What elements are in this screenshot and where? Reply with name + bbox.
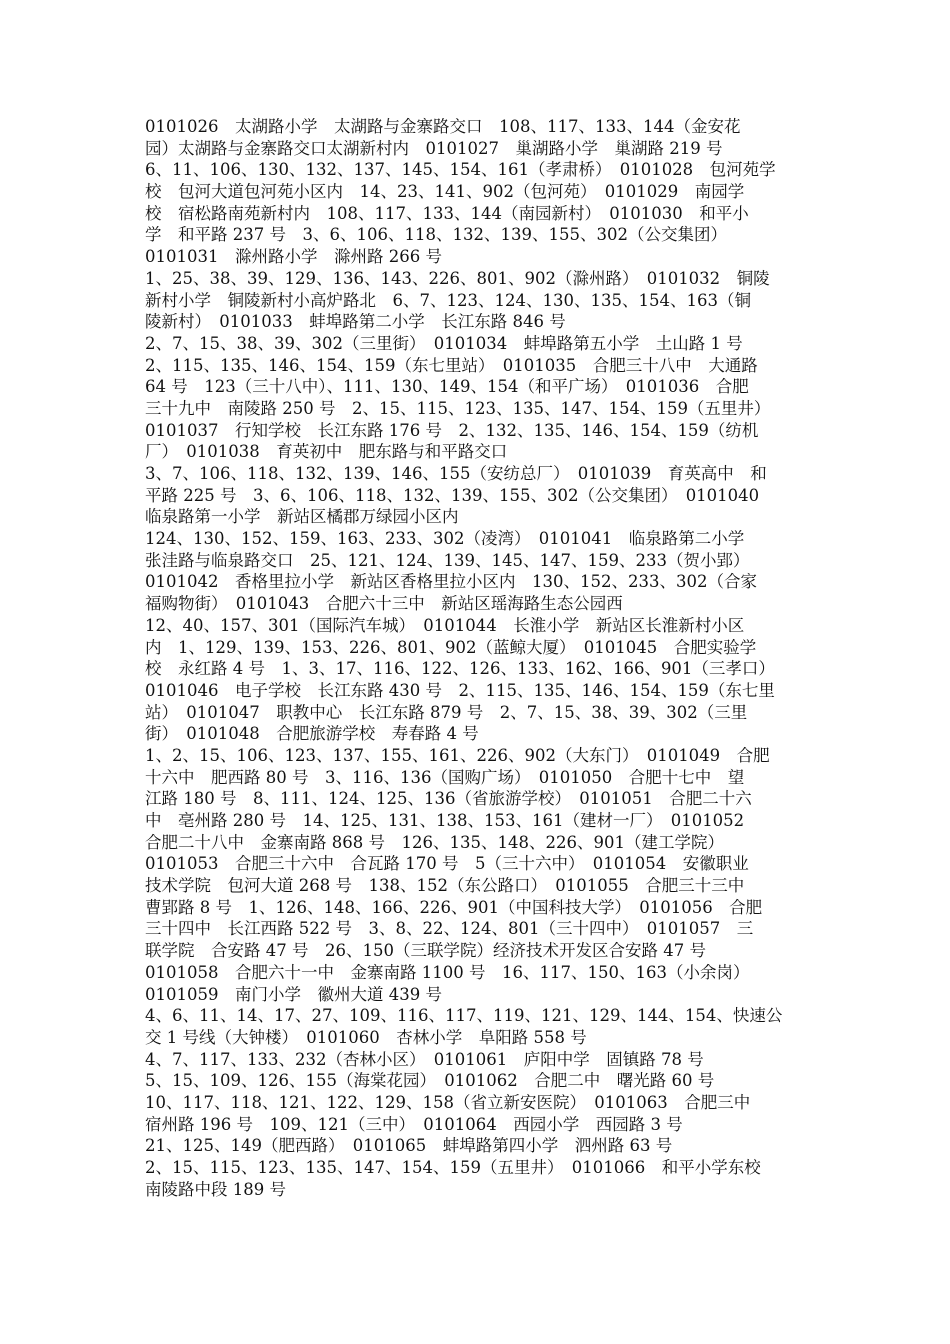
text-line: 厂） 0101038 育英初中 肥东路与和平路交口: [145, 442, 508, 462]
text-line: 1、25、38、39、129、136、143、226、801、902（滁州路） 0101032 铜陵: [145, 268, 770, 288]
text-line: 江路 180 号 8、111、124、125、136（省旅游学校） 0101051 合肥二十六: [145, 789, 752, 809]
text-line: 124、130、152、159、163、233、302（凌湾） 0101041 临泉路第二小学: [145, 529, 745, 549]
text-line: 合肥二十八中 金寨南路 868 号 126、135、148、226、901（建工学院）: [145, 832, 724, 852]
text-line: 0101037 行知学校 长江东路 176 号 2、132、135、146、154、159（纺机: [145, 420, 759, 440]
text-line: 校 宿松路南苑新村内 108、117、133、144（南园新村） 0101030 和平小: [145, 203, 749, 223]
text-line: 0101046 电子学校 长江东路 430 号 2、115、135、146、154、159（东七里: [145, 680, 775, 700]
text-line: 0101053 合肥三十六中 合瓦路 170 号 5（三十六中） 0101054 安徽职业: [145, 854, 749, 874]
text-line: 陵新村） 0101033 蚌埠路第二小学 长江东路 846 号: [145, 312, 566, 332]
text-line: 12、40、157、301（国际汽车城） 0101044 长淮小学 新站区长淮新村小区: [145, 615, 745, 635]
text-line: 南陵路中段 189 号: [145, 1179, 286, 1199]
text-line: 福购物街） 0101043 合肥六十三中 新站区瑶海路生态公园西: [145, 594, 623, 614]
text-line: 三十四中 长江西路 522 号 3、8、22、124、801（三十四中） 0101057 三: [145, 919, 754, 939]
text-line: 5、15、109、126、155（海棠花园） 0101062 合肥二中 曙光路 60 号: [145, 1071, 715, 1091]
text-line: 街） 0101048 合肥旅游学校 寿春路 4 号: [145, 724, 479, 744]
text-line: 联学院 合安路 47 号 26、150（三联学院）经济技术开发区合安路 47 号: [145, 941, 706, 961]
text-line: 临泉路第一小学 新站区橘郡万绿园小区内: [145, 507, 459, 527]
text-line: 内 1、129、139、153、226、801、902（蓝鲸大厦） 0101045 合肥实验学: [145, 637, 757, 657]
text-line: 学 和平路 237 号 3、6、106、118、132、139、155、302（公交集团）: [145, 225, 727, 245]
text-line: 2、7、15、38、39、302（三里街） 0101034 蚌埠路第五小学 土山路 1 号: [145, 333, 743, 353]
text-line: 0101031 滁州路小学 滁州路 266 号: [145, 247, 442, 267]
text-line: 6、11、106、130、132、137、145、154、161（孝肃桥） 0101028 包河苑学: [145, 160, 776, 180]
text-line: 曹郢路 8 号 1、126、148、166、226、901（中国科技大学） 0101056 合肥: [145, 897, 763, 917]
text-line: 21、125、149（肥西路） 0101065 蚌埠路第四小学 泗州路 63 号: [145, 1136, 673, 1156]
text-line: 0101042 香格里拉小学 新站区香格里拉小区内 130、152、233、302（合家: [145, 572, 757, 592]
text-line: 平路 225 号 3、6、106、118、132、139、155、302（公交集团） 0101040: [145, 485, 760, 505]
text-line: 3、7、106、118、132、139、146、155（安纺总厂） 0101039 育英高中 和: [145, 464, 767, 483]
text-line: 中 亳州路 280 号 14、125、131、138、153、161（建材一厂） 0101052: [145, 811, 745, 830]
text-line: 4、7、117、133、232（杏林小区） 0101061 庐阳中学 固镇路 78 号: [145, 1049, 704, 1069]
text-line: 0101058 合肥六十一中 金寨南路 1100 号 16、117、150、163（小余岗）: [145, 962, 750, 982]
text-line: 0101026 太湖路小学 太湖路与金寨路交口 108、117、133、144（金安花: [145, 117, 741, 136]
text-line: 十六中 肥西路 80 号 3、116、136（国购广场） 0101050 合肥十七中 望: [145, 767, 745, 787]
text-line: 1、2、15、106、123、137、155、161、226、902（大东门） 0101049 合肥: [145, 745, 770, 765]
text-line: 0101059 南门小学 徽州大道 439 号: [145, 984, 442, 1004]
text-line: 技术学院 包河大道 268 号 138、152（东公路口） 0101055 合肥三十三中: [145, 876, 745, 896]
text-line: 校 永红路 4 号 1、3、17、116、122、126、133、162、166、901（三孝口）: [145, 659, 775, 679]
text-line: 宿州路 196 号 109、121（三中） 0101064 西园小学 西园路 3 号: [145, 1114, 683, 1134]
school-bus-route-listing: [145, 116, 810, 1200]
text-line: 64 号 123（三十八中）、111、130、149、154（和平广场） 0101036 合肥: [145, 377, 749, 397]
text-line: 新村小学 铜陵新村小高炉路北 6、7、123、124、130、135、154、163（铜: [145, 290, 751, 310]
text-line: 校 包河大道包河苑小区内 14、23、141、902（包河苑） 0101029 南园学: [145, 182, 745, 202]
text-line: 站） 0101047 职教中心 长江东路 879 号 2、7、15、38、39、302（三里: [145, 702, 748, 722]
text-line: 2、115、135、146、154、159（东七里站） 0101035 合肥三十八中 大通路: [145, 355, 758, 375]
text-line: 4、6、11、14、17、27、109、116、117、119、121、129、144、154、快速公: [145, 1006, 783, 1026]
text-line: 园）太湖路与金寨路交口太湖新村内 0101027 巢湖路小学 巢湖路 219 号: [145, 138, 723, 158]
text-line: 三十九中 南陵路 250 号 2、15、115、123、135、147、154、159（五里井）: [145, 398, 771, 418]
text-line: 交 1 号线（大钟楼） 0101060 杏林小学 阜阳路 558 号: [145, 1027, 587, 1047]
text-line: 2、15、115、123、135、147、154、159（五里井） 0101066 和平小学东校: [145, 1158, 761, 1177]
text-line: 10、117、118、121、122、129、158（省立新安医院） 0101063 合肥三中: [145, 1092, 751, 1112]
text-line: 张洼路与临泉路交口 25、121、124、139、145、147、159、233（贺小郢）: [145, 550, 750, 570]
